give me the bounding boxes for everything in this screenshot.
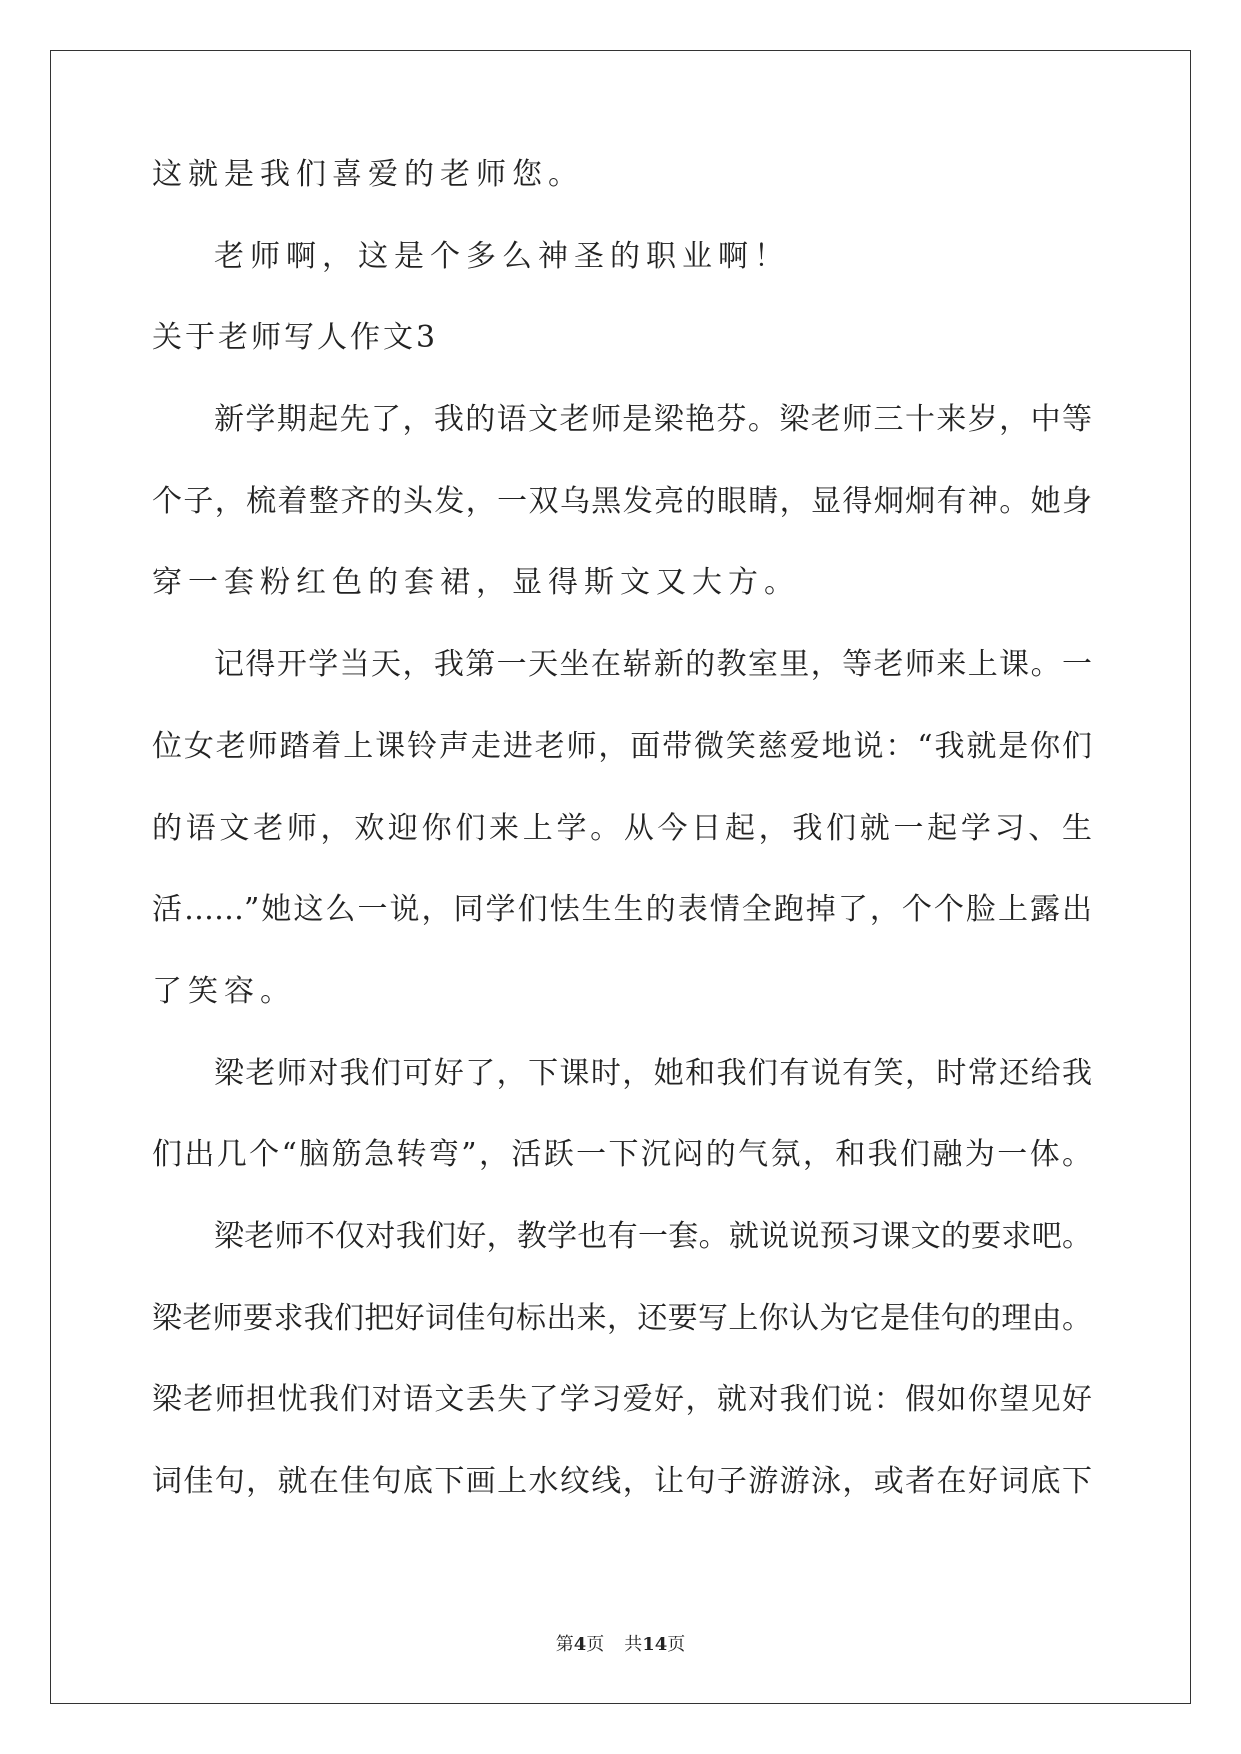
text-line: 记得开学当天，我第一天坐在崭新的教室里，等老师来上课。一	[214, 647, 1092, 683]
text-line: 新学期起先了，我的语文老师是梁艳芬。梁老师三十来岁，中等	[214, 402, 1092, 438]
text-line: 了笑容。	[152, 973, 296, 1009]
current-page-number: 4	[573, 1634, 587, 1655]
text-line: 活……”她这么一说，同学们怯生生的表情全跑掉了，个个脸上露出	[152, 892, 1092, 928]
text-line: 们出几个“脑筋急转弯”，活跃一下沉闷的气氛，和我们融为一体。	[152, 1137, 1092, 1173]
footer-prefix: 第	[555, 1634, 574, 1655]
text-line: 梁老师不仅对我们好，教学也有一套。就说说预习课文的要求吧。	[214, 1218, 1092, 1254]
text-line: 个子，梳着整齐的头发，一双乌黑发亮的眼睛，显得炯炯有神。她身	[152, 483, 1092, 519]
text-line: 的语文老师，欢迎你们来上学。从今日起，我们就一起学习、生	[152, 810, 1092, 846]
text-line: 老师啊，这是个多么神圣的职业啊！	[214, 238, 790, 274]
footer-page-suffix: 页	[586, 1634, 605, 1655]
text-line: 词佳句，就在佳句底下画上水纹线，让句子游游泳，或者在好词底下	[152, 1464, 1092, 1499]
text-line: 位女老师踏着上课铃声走进老师，面带微笑慈爱地说：“我就是你们	[152, 728, 1092, 764]
text-line: 梁老师要求我们把好词佳句标出来，还要写上你认为它是佳句的理由。	[152, 1300, 1092, 1336]
footer-total-prefix: 共	[624, 1634, 643, 1655]
total-pages-number: 14	[642, 1634, 668, 1655]
text-line: 穿一套粉红色的套裙，显得斯文又大方。	[152, 565, 800, 601]
page-footer	[0, 1630, 1241, 1656]
section-heading: 关于老师写人作文3	[152, 320, 439, 356]
footer-total-suffix: 页	[667, 1634, 686, 1655]
text-line: 梁老师担忧我们对语文丢失了学习爱好，就对我们说：假如你望见好	[152, 1382, 1092, 1418]
document-body	[152, 157, 1092, 1549]
text-line: 这就是我们喜爱的老师您。	[152, 157, 584, 192]
text-line: 梁老师对我们可好了，下课时，她和我们有说有笑，时常还给我	[214, 1055, 1092, 1091]
